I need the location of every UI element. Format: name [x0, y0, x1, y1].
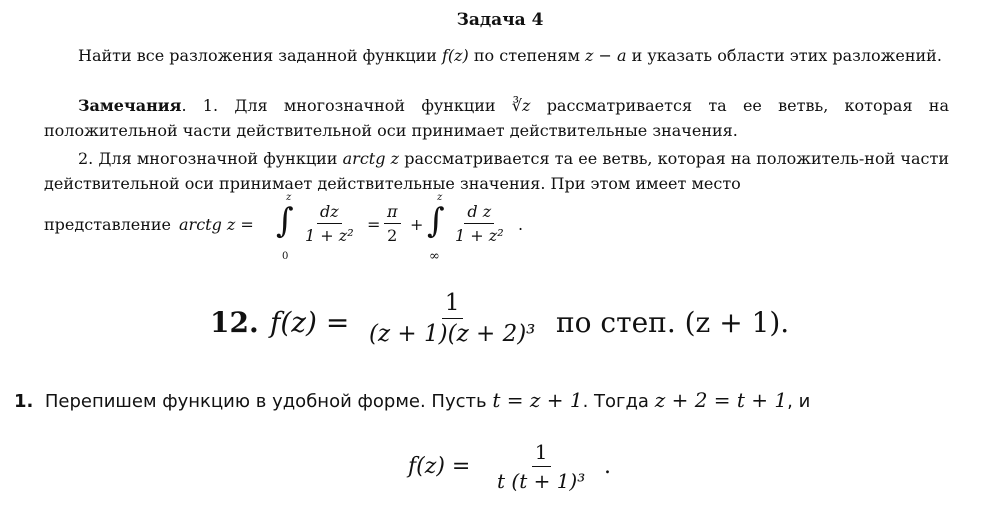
remark-1-text-b: рассматривается та ее ветвь, которая на положительной части действительной оси принимает действительные значения.: [44, 96, 949, 140]
remark-2: [44, 146, 949, 196]
statement-text-a: Найти все разложения заданной функции: [78, 46, 442, 65]
task-statement: [44, 43, 949, 68]
remarks-label: Замечания: [78, 96, 182, 115]
integral-1-lower: 0: [282, 251, 289, 262]
remark-2-text-a: 2. Для многозначной функции: [78, 149, 343, 168]
pi-numerator: π: [384, 202, 401, 224]
integral-2-upper: z: [437, 192, 443, 203]
statement-text-c: и указать области этих разложений.: [626, 46, 942, 65]
plus-sign: +: [410, 215, 424, 234]
fraction-2-numerator: d z: [464, 202, 494, 224]
task-12-denominator: (z + 1)(z + 2)³: [369, 321, 536, 347]
fraction-2-denominator: 1 + z²: [455, 226, 504, 245]
task-12-numerator: 1: [442, 290, 463, 319]
step-1-text-b: . Тогда: [582, 391, 655, 412]
fraction-1-numerator: dz: [317, 202, 342, 224]
equals-sign: =: [367, 215, 381, 234]
function-symbol: f(z): [441, 46, 469, 65]
substitution-expression: t = z + 1: [492, 388, 583, 412]
cube-root-expression: ∛z: [511, 96, 531, 115]
remark-2-text-b: рассматривается та ее ветвь, которая на положитель-ной части действительной оси принимает действительные значения. При этом имеет место: [44, 149, 949, 193]
period: .: [518, 215, 524, 234]
statement-text-b: по степеням: [468, 46, 585, 65]
rewritten-denominator: t (t + 1)³: [497, 469, 586, 493]
task-12: [210, 290, 830, 360]
integral-1-upper: z: [286, 192, 292, 203]
arctg-expression: arctg z: [342, 149, 400, 168]
arctg-lhs: arctg z =: [179, 215, 254, 234]
remark-1: [44, 93, 949, 143]
rewritten-numerator: 1: [532, 440, 551, 467]
step-1-text-a: Перепишем функцию в удобной форме. Пусть: [44, 391, 493, 412]
rewritten-function: [408, 440, 708, 500]
step-1-text-c: , и: [787, 391, 811, 412]
pi-over-two: [384, 202, 401, 245]
rewritten-fraction: [494, 440, 588, 493]
shift-expression: z + 2 = t + 1: [654, 388, 788, 412]
step-number: 1.: [14, 391, 34, 412]
integral-1-sign: ∫: [276, 201, 294, 241]
remark-1-text-a: . 1. Для многозначной функции: [181, 96, 512, 115]
rewritten-period: .: [604, 454, 611, 479]
step-1: [14, 388, 914, 412]
task-12-fraction: [366, 290, 538, 347]
pi-denominator: 2: [387, 226, 398, 245]
task-12-expansion-point: по степ. (z + 1).: [556, 306, 790, 339]
fraction-2: [452, 202, 507, 245]
fraction-1: [302, 202, 357, 245]
integral-2-lower: ∞: [429, 249, 440, 264]
arctg-representation: [44, 194, 744, 264]
task-12-lhs: f(z) =: [270, 306, 350, 339]
fraction-1-denominator: 1 + z²: [305, 226, 354, 245]
representation-lead: представление: [44, 215, 172, 234]
integral-2-sign: ∫: [427, 201, 445, 241]
rewritten-lhs: f(z) =: [408, 454, 471, 479]
task-number: 12.: [210, 306, 259, 339]
power-expression: z − a: [584, 46, 627, 65]
task-title: Задача 4: [456, 10, 544, 30]
